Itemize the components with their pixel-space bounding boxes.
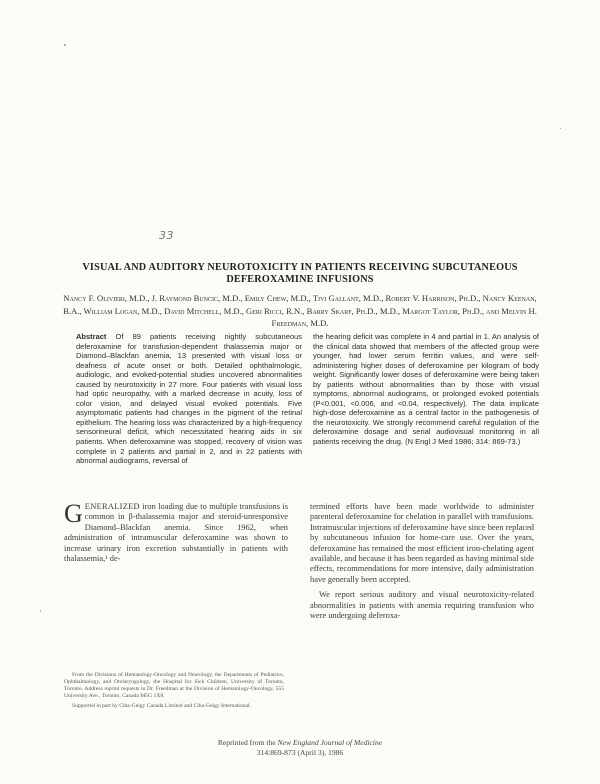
body-paragraph-2: We report serious auditory and visual neurotoxicity-related abnormalities in patients with anemia requiring transfusion who were undergoing deferoxa- [310,590,534,621]
article-title: VISUAL AND AUDITORY NEUROTOXICITY IN PATIENTS RECEIVING SUBCUTANEOUS DEFEROXAMINE INFUSIONS [82,262,518,285]
footnote-affiliation: From the Divisions of Hematology-Oncology and Neurology, the Departments of Pediatrics, Ophthalmology, and Otolaryngology, the Hospital for Sick Children, University of Toronto, Toronto. Address reprint requests to Dr. Freedman at the Division of Hematology-Oncology, 555 University Ave., Toronto, Canada M5G 1X8. [64,672,284,700]
reprint-prefix: Reprinted from the [217,738,276,747]
scan-speck [40,610,41,612]
scan-speck [64,44,66,46]
lead-capitals: ENERALIZED [84,502,140,511]
abstract-left-text: Of 89 patients receiving nightly subcutaneous deferoxamine for transfusion-dependent thalassemia major or Diamond–Blackfan anemia, 13 presented with visual loss or deafness of acute onset or both. Detailed ophthalmologic, audiologic, and evoked-potential studies uncovered abnormalities caused by neurotoxicity in 27 more. Four patients with visual loss had optic neuropathy, with a marked decrease in acuity, loss of color vision, and delayed visual evoked potentials. Five asymptomatic patients had changes in the pigment of the retinal epithelium. The hearing loss was characterized by a high-frequency sensorineural deficit, which necessitated hearing aids in six patients. When deferoxamine was stopped, recovery of vision was complete in 2 patients and partial in 2, and in 22 patients with abnormal audiograms, reversal of [76,332,302,466]
drop-cap: G [64,499,83,528]
intro-paragraph [64,499,288,564]
handwritten-page-note: 33 [159,229,174,242]
abstract-right-column [313,332,539,447]
intro-text: iron loading due to multiple transfusions is common in β-thalassemia major and steroid-unresponsive Diamond–Blackfan anemia. Since 1962, when administration of intramuscular deferoxamine was shown to increase urinary iron excretion substantially in patients with thalassemia,¹ de- [64,502,288,564]
body-left-column [64,499,288,564]
body-right-column [310,502,534,621]
reprint-notice [100,738,500,757]
scan-speck [560,128,561,129]
author-list: Nancy F. Olivieri, M.D., J. Raymond Buncic, M.D., Emily Chew, M.D., Tivi Gallant, M.D., Robert V. Harrison, Ph.D., Nancy Keenan, B.A., William Logan, M.D., David Mitchell, M.D., Geri Ricci, R.N., Barry Skarf, Ph.D., M.D., Margot Taylor, Ph.D., and Melvin H. Freedman, M.D. [63,293,537,329]
footnotes [64,672,284,713]
journal-name: New England Journal of Medicine [277,738,383,747]
body-paragraph-1: termined efforts have been made worldwide to administer parenteral deferoxamine for chelation in parallel with transfusions. Intramuscular injections of deferoxamine have since been replaced by subcutaneous infusion for home-care use. Over the years, deferoxamine has remained the most efficient iron-chelating agent available, and because it has been regarded as having minimal side effects, recommendations for more intensive, daily administration have generally been accepted. [310,502,534,584]
abstract-right-text: the hearing deficit was complete in 4 and partial in 1. An analysis of the clinical data showed that members of the affected group were younger, had lower serum ferritin values, and were self-administering higher doses of deferoxamine per kilogram of body weight. Significantly lower doses of deferoxamine were being taken by patients without abnormalities than by those with visual symptoms, abnormal audiograms, or prolonged evoked potentials (P<0.001, <0.006, and <0.04, respectively). The data implicate high-dose deferoxamine as a central factor in the pathogenesis of the neurotoxicity. We strongly recommend careful regulation of the deferoxamine dosage and serial audiovisual monitoring in all patients receiving the drug. (N Engl J Med 1986; 314: 869-73.) [313,332,539,447]
abstract-label: Abstract [76,332,107,341]
footnote-support: Supported in part by Ciba-Geigy Canada Limited and Ciba-Geigy International. [72,703,251,710]
reprint-citation: 314:869-873 (April 3), 1986 [256,747,344,757]
abstract-left-column [76,332,302,466]
